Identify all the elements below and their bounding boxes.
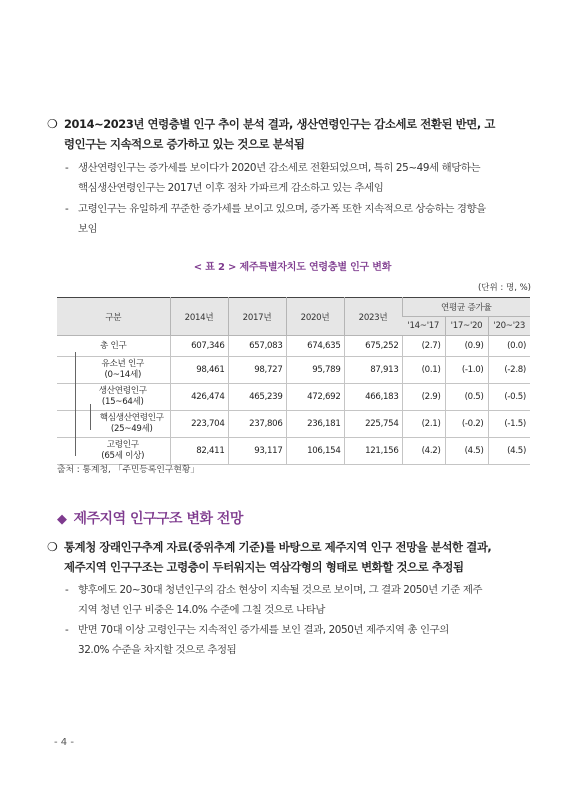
hierarchy-bracket [90, 404, 91, 430]
cell-value: 465,239 [228, 384, 286, 411]
cell-value: 237,806 [228, 411, 286, 438]
bullet-line: 령인구는 지속적으로 증가하고 있는 것으로 분석됨 [64, 137, 305, 151]
bullet-line: 통계청 장래인구추계 자료(중위추계 기준)를 바탕으로 제주지역 인구 전망을 분석한 결과, [64, 540, 492, 554]
header-rate-period: '20~'23 [488, 317, 530, 336]
table-source: 출처 : 통계청, 「주민등록인구현황」 [57, 465, 200, 475]
cell-rate: (2.7) [402, 336, 445, 357]
table-row [57, 384, 530, 411]
bullet-line: 반면 70대 이상 고령인구는 지속적인 증가세를 보인 결과, 2050년 제주지역 총 인구의 [78, 624, 449, 636]
bullet-population-trend [47, 114, 534, 154]
header-category: 구분 [57, 298, 170, 336]
cell-rate: (-2.8) [488, 357, 530, 384]
bullet-line: 고령인구는 유일하게 꾸준한 증가세를 보이고 있으며, 증가폭 또한 지속적으로 상승하는 경향을 [78, 203, 486, 215]
page-number: - 4 - [54, 737, 74, 748]
bullet-line: 제주지역 인구구조는 고령층이 두터워지는 역삼각형의 형태로 변화할 것으로 추정됨 [64, 560, 464, 574]
cell-value: 236,181 [286, 411, 344, 438]
unit-note: (단위 : 명, %) [477, 283, 531, 293]
sub-bullet-elderly-projection [65, 620, 536, 660]
table-row [57, 336, 530, 357]
cell-rate: (2.1) [402, 411, 445, 438]
section-heading [57, 508, 243, 528]
table-title: < 표 2 > 제주특별자치도 연령층별 인구 변화 [193, 262, 392, 273]
cell-value: 675,252 [344, 336, 402, 357]
section-title: 제주지역 인구구조 변화 전망 [73, 511, 243, 527]
cell-value: 121,156 [344, 438, 402, 465]
header-rate-period: '14~'17 [402, 317, 445, 336]
header-year: 2023년 [344, 298, 402, 336]
bullet-line: 보임 [78, 223, 98, 235]
table-row [57, 438, 530, 465]
sub-bullet-youth [65, 580, 536, 620]
cell-rate: (2.9) [402, 384, 445, 411]
bullet-line: 핵심생산연령인구는 2017년 이후 점차 가파르게 감소하고 있는 추세임 [78, 182, 384, 194]
sub-bullet-elderly [65, 199, 536, 239]
cell-value: 607,346 [170, 336, 228, 357]
cell-rate: (4.2) [402, 438, 445, 465]
population-table [57, 297, 530, 465]
cell-rate: (4.5) [488, 438, 530, 465]
dash-bullet-icon: - [65, 624, 69, 636]
cell-rate: (-1.5) [488, 411, 530, 438]
diamond-icon: ◆ [57, 512, 67, 527]
cell-rate: (4.5) [445, 438, 488, 465]
row-label: 유소년 인구 (0~14세) [57, 357, 170, 384]
cell-value: 82,411 [170, 438, 228, 465]
header-year: 2014년 [170, 298, 228, 336]
row-label: 생산연령인구 (15~64세) [57, 384, 170, 411]
table-row [57, 411, 530, 438]
cell-value: 674,635 [286, 336, 344, 357]
bullet-projection [47, 537, 534, 577]
cell-rate: (-0.2) [445, 411, 488, 438]
cell-value: 106,154 [286, 438, 344, 465]
sub-bullet-working-age [65, 158, 536, 198]
dash-bullet-icon: - [65, 584, 69, 596]
cell-value: 98,461 [170, 357, 228, 384]
header-rate-period: '17~'20 [445, 317, 488, 336]
cell-rate: (0.0) [488, 336, 530, 357]
header-rate-group: 연평균 증가율 [402, 298, 530, 317]
row-label: 총 인구 [57, 336, 170, 357]
cell-value: 98,727 [228, 357, 286, 384]
cell-value: 657,083 [228, 336, 286, 357]
cell-value: 223,704 [170, 411, 228, 438]
cell-rate: (0.1) [402, 357, 445, 384]
cell-value: 95,789 [286, 357, 344, 384]
circle-bullet-icon: ❍ [47, 117, 58, 131]
cell-rate: (-1.0) [445, 357, 488, 384]
hierarchy-bracket [75, 352, 76, 456]
cell-rate: (0.5) [445, 384, 488, 411]
bullet-line: 지역 청년 인구 비중은 14.0% 수준에 그칠 것으로 나타남 [78, 604, 325, 616]
bullet-line: 생산연령인구는 증가세를 보이다가 2020년 감소세로 전환되었으며, 특히 25~49세 해당하는 [78, 162, 481, 174]
cell-value: 472,692 [286, 384, 344, 411]
table-row [57, 357, 530, 384]
circle-bullet-icon: ❍ [47, 540, 58, 554]
cell-value: 426,474 [170, 384, 228, 411]
header-year: 2020년 [286, 298, 344, 336]
row-label: 고령인구 (65세 이상) [57, 438, 170, 465]
bullet-line: 2014~2023년 연령층별 인구 추이 분석 결과, 생산연령인구는 감소세로 전환된 반면, 고 [64, 117, 495, 131]
bullet-line: 32.0% 수준을 차지할 것으로 추정됨 [78, 644, 237, 656]
dash-bullet-icon: - [65, 162, 69, 174]
cell-value: 225,754 [344, 411, 402, 438]
cell-rate: (-0.5) [488, 384, 530, 411]
cell-value: 466,183 [344, 384, 402, 411]
bullet-line: 향후에도 20~30대 청년인구의 감소 현상이 지속될 것으로 보이며, 그 결과 2050년 기준 제주 [78, 584, 483, 596]
header-year: 2017년 [228, 298, 286, 336]
dash-bullet-icon: - [65, 203, 69, 215]
row-label: 핵심생산연령인구 (25~49세) [57, 411, 170, 438]
cell-value: 93,117 [228, 438, 286, 465]
cell-value: 87,913 [344, 357, 402, 384]
cell-rate: (0.9) [445, 336, 488, 357]
